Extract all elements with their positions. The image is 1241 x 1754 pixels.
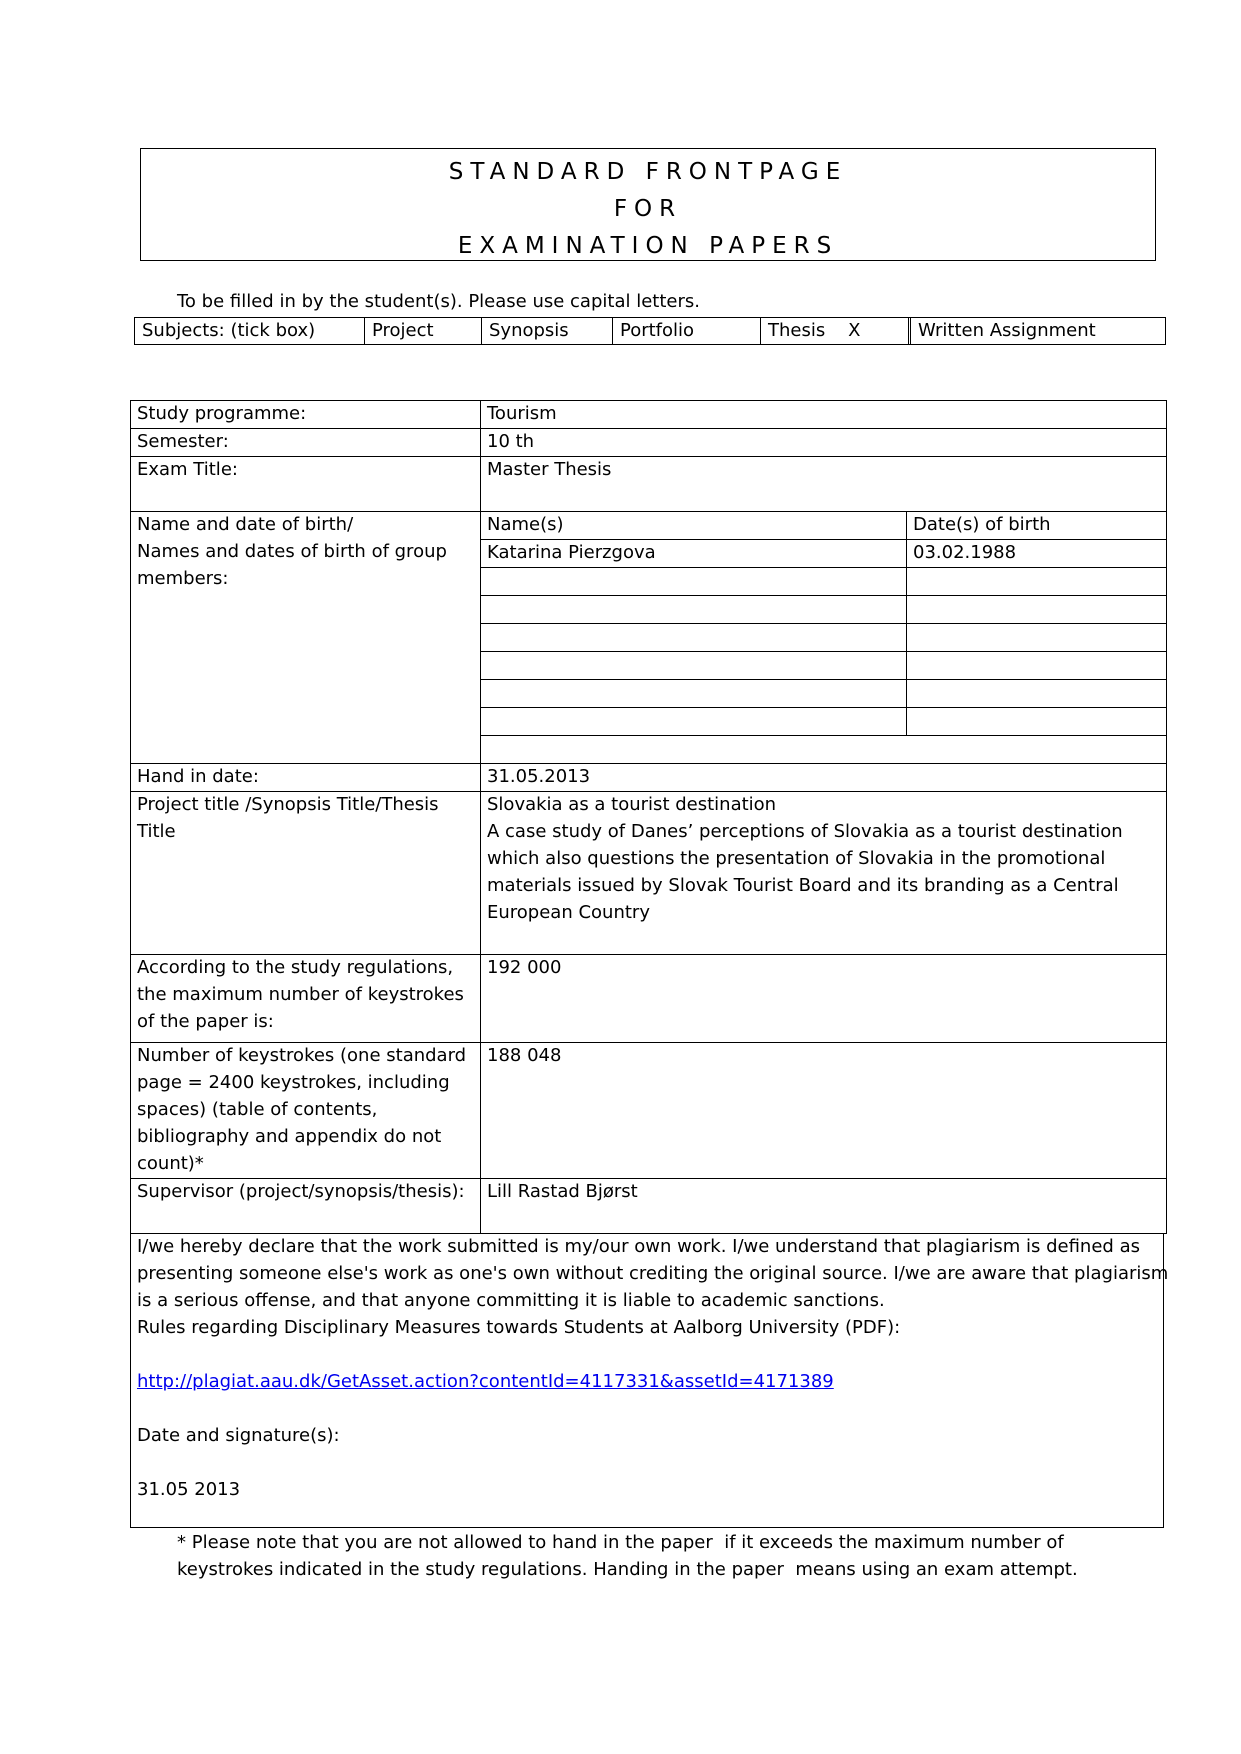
title-line-1: STANDARD FRONTPAGE	[448, 159, 848, 185]
max-keystrokes-label-line-1: According to the study regulations,	[137, 957, 454, 978]
subject-option-written-assignment[interactable]: Written Assignment	[910, 318, 1166, 344]
names-label-line-3: members:	[137, 568, 229, 589]
project-title-label-line-1: Project title /Synopsis Title/Thesis	[137, 794, 439, 815]
num-keystrokes-label-line-2: page = 2400 keystrokes, including	[137, 1072, 450, 1093]
declaration-line-3: is a serious offense, and that anyone committing it is liable to academic sanctions.	[137, 1290, 885, 1311]
member-name-1[interactable]: Katarina Pierzgova	[487, 542, 656, 563]
project-title-label-line-2: Title	[137, 821, 176, 842]
declaration-line-2: presenting someone else's work as one's own without crediting the original source. I/we are aware that plagiarism	[137, 1263, 1169, 1284]
dates-column-header: Date(s) of birth	[913, 514, 1051, 535]
declaration-line-4: Rules regarding Disciplinary Measures towards Students at Aalborg University (PDF):	[137, 1317, 901, 1338]
subjects-thesis-right-border	[908, 317, 909, 345]
names-label-line-2: Names and dates of birth of group	[137, 541, 447, 562]
supervisor-label: Supervisor (project/synopsis/thesis):	[137, 1181, 465, 1202]
exam-title-value[interactable]: Master Thesis	[487, 459, 612, 480]
project-title-line-2[interactable]: A case study of Danes’ perceptions of Slovakia as a tourist destination	[487, 821, 1123, 842]
names-column-header: Name(s)	[487, 514, 564, 535]
hand-in-value[interactable]: 31.05.2013	[487, 766, 591, 787]
num-keystrokes-label-line-5: count)*	[137, 1153, 204, 1174]
subject-option-synopsis[interactable]: Synopsis	[481, 318, 612, 344]
member-dob-1[interactable]: 03.02.1988	[913, 542, 1017, 563]
study-programme-value[interactable]: Tourism	[487, 403, 557, 424]
exam-title-label: Exam Title:	[137, 459, 238, 480]
subject-option-project[interactable]: Project	[364, 318, 481, 344]
num-keystrokes-label-line-1: Number of keystrokes (one standard	[137, 1045, 467, 1066]
max-keystrokes-label-line-3: of the paper is:	[137, 1011, 274, 1032]
project-title-line-5[interactable]: European Country	[487, 902, 650, 923]
signature-label: Date and signature(s):	[137, 1425, 340, 1446]
project-title-line-4[interactable]: materials issued by Slovak Tourist Board and its branding as a Central	[487, 875, 1119, 896]
subjects-label: Subjects: (tick box)	[134, 318, 364, 344]
names-label-line-1: Name and date of birth/	[137, 514, 354, 535]
footnote-line-2: keystrokes indicated in the study regulations. Handing in the paper means using an exam attempt.	[177, 1559, 1078, 1580]
project-title-line-3[interactable]: which also questions the presentation of Slovakia in the promotional	[487, 848, 1106, 869]
max-keystrokes-value[interactable]: 192 000	[487, 957, 562, 978]
subject-option-thesis[interactable]: Thesis X	[760, 318, 904, 344]
num-keystrokes-label-line-4: bibliography and appendix do not	[137, 1126, 442, 1147]
hand-in-label: Hand in date:	[137, 766, 259, 787]
semester-value[interactable]: 10 th	[487, 431, 535, 452]
instructions-text: To be filled in by the student(s). Please use capital letters.	[177, 291, 700, 312]
supervisor-value[interactable]: Lill Rastad Bjørst	[487, 1181, 638, 1202]
subject-option-portfolio[interactable]: Portfolio	[612, 318, 760, 344]
page-title-box	[140, 148, 1156, 261]
study-programme-label: Study programme:	[137, 403, 307, 424]
title-line-2: FOR	[613, 196, 683, 222]
num-keystrokes-label-line-3: spaces) (table of contents,	[137, 1099, 378, 1120]
title-line-3: EXAMINATION PAPERS	[457, 233, 839, 259]
plagiarism-rules-link[interactable]: http://plagiat.aau.dk/GetAsset.action?contentId=4117331&assetId=4171389	[137, 1371, 834, 1392]
footnote-line-1: * Please note that you are not allowed to hand in the paper if it exceeds the maximum number of	[177, 1532, 1064, 1553]
subjects-row	[134, 317, 1166, 345]
semester-label: Semester:	[137, 431, 229, 452]
project-title-line-1[interactable]: Slovakia as a tourist destination	[487, 794, 777, 815]
signature-date[interactable]: 31.05 2013	[137, 1479, 241, 1500]
declaration-line-1: I/we hereby declare that the work submitted is my/our own work. I/we understand that plagiarism is defined as	[137, 1236, 1140, 1257]
num-keystrokes-value[interactable]: 188 048	[487, 1045, 562, 1066]
max-keystrokes-label-line-2: the maximum number of keystrokes	[137, 984, 464, 1005]
